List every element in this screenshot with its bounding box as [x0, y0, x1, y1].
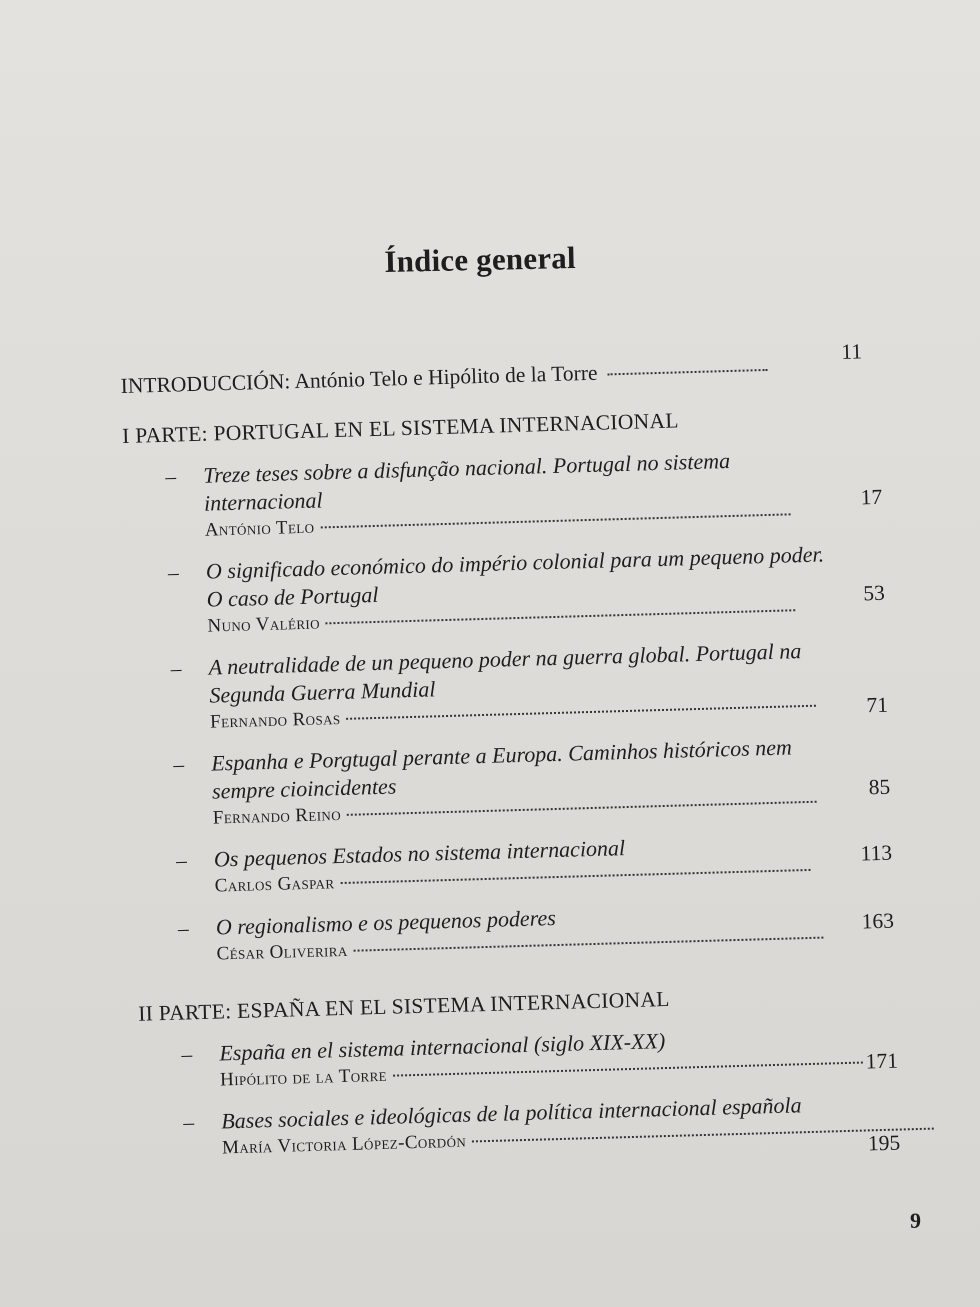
- entry-title: O significado económico do império colonial para um pequeno poder. O caso de Portugal: [205, 541, 825, 612]
- entry-page: 85: [868, 774, 891, 800]
- toc-entry: [134, 825, 935, 901]
- entry-dash: –: [182, 1110, 195, 1135]
- entry-title: O regionalismo e os pequenos poderes: [215, 905, 557, 940]
- entry-page: 53: [862, 580, 886, 606]
- dot-leader: [326, 609, 796, 624]
- entry-dash: –: [167, 560, 180, 585]
- entry-dash: –: [175, 848, 188, 873]
- entry-author: Hipólito de la Torre: [219, 1064, 388, 1091]
- entry-page: 113: [860, 840, 893, 866]
- entry-page: 17: [860, 484, 883, 510]
- dot-leader: [320, 513, 790, 528]
- entry-title: Espanha e Porgtugal perante a Europa. Caminhos históricos nem sempre cioincidentes: [210, 734, 793, 804]
- toc-entry: [128, 634, 930, 738]
- entry-page: 163: [861, 908, 895, 934]
- entry-title: Os pequenos Estados no sistema internacional: [213, 835, 626, 872]
- entry-author: Fernando Reino: [212, 804, 342, 829]
- entry-title: España en el sistema internacional (siglo XIX-XX): [219, 1028, 666, 1066]
- toc-entry: [131, 730, 933, 834]
- entry-author: Fernando Rosas: [209, 707, 341, 733]
- toc-entry: [136, 893, 937, 969]
- toc-entry: [123, 442, 925, 546]
- dot-leader: [340, 869, 810, 884]
- part-heading-2: II PARTE: ESPAÑA EN EL SISTEMA INTERNACIONAL: [137, 986, 670, 1026]
- entry-author: Nuno Valério: [207, 612, 321, 637]
- dot-leader: [393, 1062, 863, 1077]
- entry-title: Treze teses sobre a disfunção nacional. Portugal no sistema internacional: [202, 448, 731, 516]
- toc-entry: [139, 1019, 940, 1095]
- page-title: Índice general: [384, 239, 577, 279]
- entry-page: 71: [866, 692, 889, 718]
- table-of-contents: [120, 338, 942, 1164]
- part-heading-1: I PARTE: PORTUGAL EN EL SISTEMA INTERNACIONAL: [121, 408, 680, 448]
- entry-author: Carlos Gaspar: [214, 872, 335, 897]
- entry-author: César Oliverira: [216, 939, 348, 965]
- entry-title: A neutralidade de un pequeno poder na guerra global. Portugal na Segunda Guerra Mundial: [208, 638, 802, 708]
- entry-dash: –: [181, 1042, 193, 1067]
- entry-dash: –: [170, 656, 182, 681]
- entry-author: António Telo: [204, 516, 315, 541]
- introduction-label: INTRODUCCIÓN: António Telo e Hipólito de la Torre: [120, 360, 598, 398]
- dot-leader: [347, 801, 817, 816]
- introduction-page: 11: [841, 339, 863, 364]
- toc-introduction: [120, 339, 920, 400]
- entry-author: María Victoria López-Cordón: [221, 1130, 467, 1159]
- entry-page: 171: [865, 1048, 899, 1074]
- toc-entry: [141, 1087, 942, 1163]
- dot-leader: [346, 705, 816, 720]
- entry-title: Bases sociales e ideológicas de la política internacional española: [220, 1092, 802, 1134]
- entry-page: 195: [867, 1130, 901, 1156]
- dot-leader: [354, 937, 824, 952]
- entry-dash: –: [164, 464, 177, 489]
- dot-leader: [607, 369, 767, 375]
- page-number: 9: [910, 1208, 921, 1233]
- entry-dash: –: [172, 752, 185, 777]
- toc-entry: [126, 538, 928, 642]
- entry-dash: –: [177, 916, 189, 941]
- dot-leader: [472, 1128, 934, 1143]
